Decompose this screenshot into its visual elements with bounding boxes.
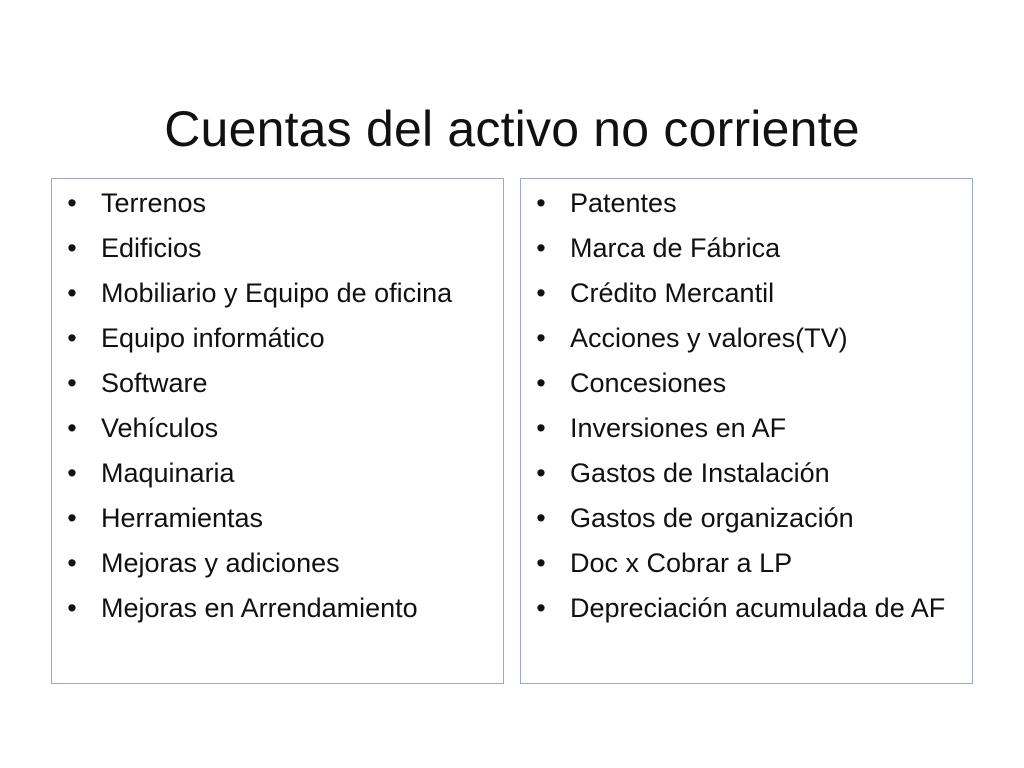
- list-item: [62, 545, 485, 581]
- list-item-label: Gastos de Instalación: [570, 458, 830, 488]
- list-item: [62, 320, 485, 356]
- list-item-label: Mejoras y adiciones: [101, 548, 340, 578]
- list-item: [531, 230, 954, 266]
- list-item-label: Inversiones en AF: [570, 413, 787, 443]
- bullet-icon: •: [536, 188, 546, 218]
- bullet-icon: •: [67, 188, 77, 218]
- bullet-icon: •: [67, 548, 77, 578]
- bullet-icon: •: [67, 503, 77, 533]
- list-item: [531, 500, 954, 536]
- list-item: [531, 455, 954, 491]
- left-column-box: [51, 178, 504, 684]
- list-item-label: Acciones y valores(TV): [570, 323, 848, 353]
- list-item-label: Patentes: [570, 188, 677, 218]
- list-item: [531, 185, 954, 221]
- bullet-icon: •: [67, 593, 77, 623]
- bullet-icon: •: [536, 548, 546, 578]
- bullet-icon: •: [536, 503, 546, 533]
- right-column-box: [520, 178, 973, 684]
- list-item: [62, 455, 485, 491]
- list-item: [62, 590, 485, 626]
- bullet-icon: •: [536, 278, 546, 308]
- list-item: [62, 275, 485, 311]
- list-item: [531, 545, 954, 581]
- list-item-label: Marca de Fábrica: [570, 233, 781, 263]
- bullet-icon: •: [67, 368, 77, 398]
- list-item-label: Doc x Cobrar a LP: [570, 548, 793, 578]
- list-item-label: Maquinaria: [101, 458, 235, 488]
- list-item-label: Depreciación acumulada de AF: [570, 593, 946, 623]
- list-item-label: Edificios: [101, 233, 202, 263]
- right-bullet-list: [521, 179, 972, 626]
- list-item-label: Herramientas: [101, 503, 264, 533]
- list-item-label: Terrenos: [101, 188, 207, 218]
- bullet-icon: •: [67, 233, 77, 263]
- list-item-label: Crédito Mercantil: [570, 278, 775, 308]
- bullet-icon: •: [536, 368, 546, 398]
- list-item: [62, 410, 485, 446]
- list-item: [531, 275, 954, 311]
- list-item-label: Vehículos: [101, 413, 219, 443]
- list-item: [531, 320, 954, 356]
- list-item: [531, 590, 954, 626]
- left-bullet-list: [52, 179, 503, 626]
- bullet-icon: •: [67, 278, 77, 308]
- list-item: [62, 185, 485, 221]
- bullet-icon: •: [536, 323, 546, 353]
- list-item: [531, 365, 954, 401]
- bullet-icon: •: [536, 593, 546, 623]
- list-item: [531, 410, 954, 446]
- list-item-label: Gastos de organización: [570, 503, 854, 533]
- bullet-icon: •: [67, 413, 77, 443]
- bullet-icon: •: [536, 458, 546, 488]
- bullet-icon: •: [536, 233, 546, 263]
- list-item: [62, 500, 485, 536]
- list-item-label: Equipo informático: [101, 323, 325, 353]
- slide-title: Cuentas del activo no corriente: [164, 100, 860, 157]
- bullet-icon: •: [536, 413, 546, 443]
- list-item: [62, 230, 485, 266]
- bullet-icon: •: [67, 323, 77, 353]
- list-item-label: Concesiones: [570, 368, 727, 398]
- list-item: [62, 365, 485, 401]
- list-item-label: Software: [101, 368, 208, 398]
- list-item-label: Mobiliario y Equipo de oficina: [101, 278, 453, 308]
- bullet-icon: •: [67, 458, 77, 488]
- list-item-label: Mejoras en Arrendamiento: [101, 593, 418, 623]
